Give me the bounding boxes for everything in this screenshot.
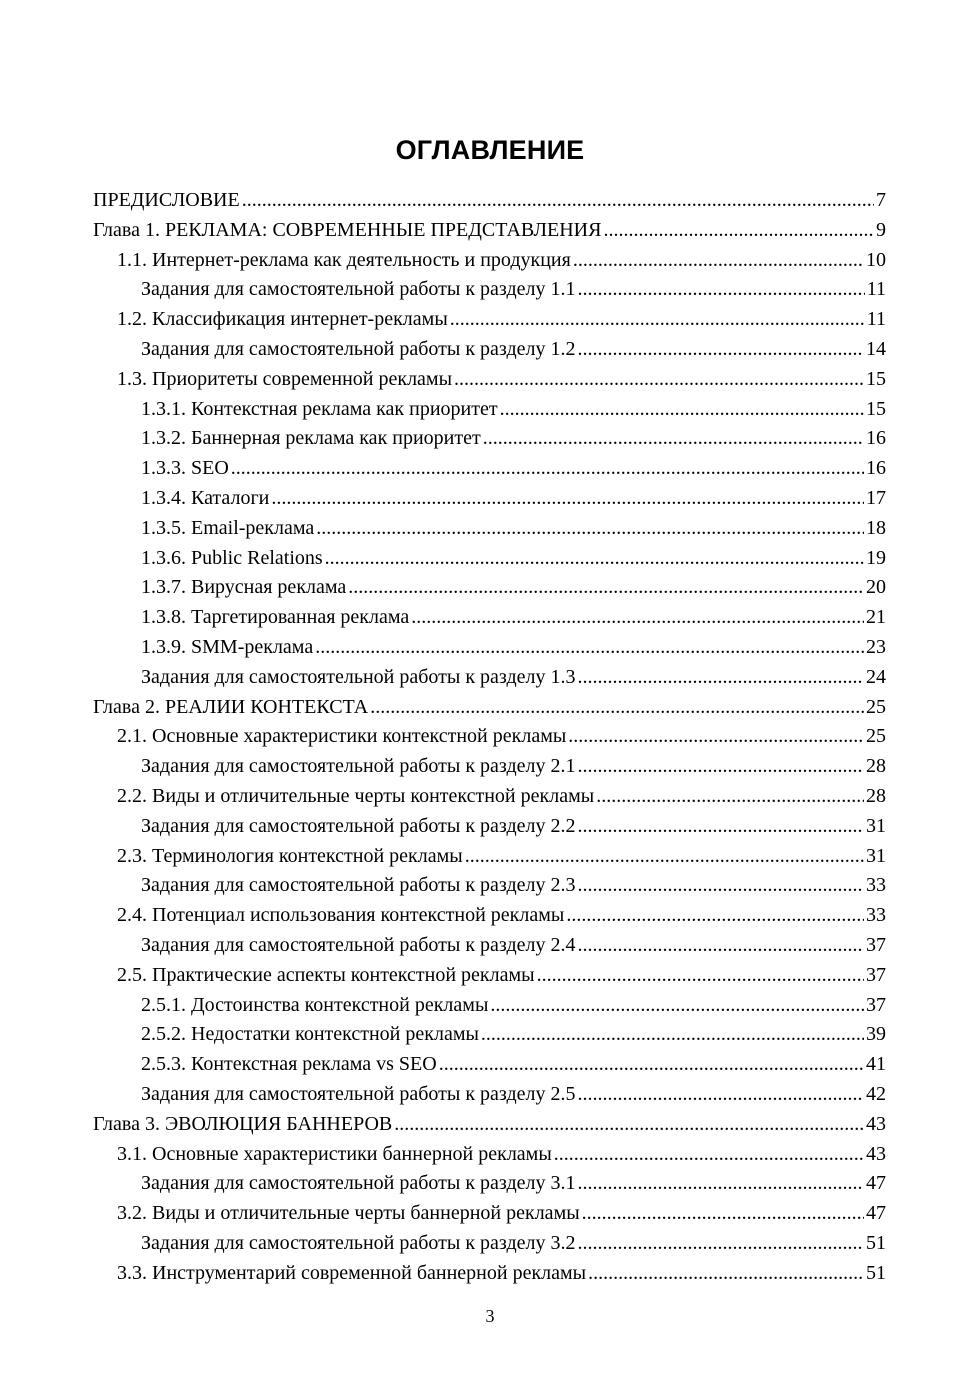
toc-entry-page: 19 [866,546,886,569]
toc-dot-leader [554,1140,864,1170]
toc-entry-label: Задания для самостоятельной работы к разделу 3.2 [141,1231,576,1254]
toc-dot-leader [439,1050,864,1080]
toc-entry-label: 2.1. Основные характеристики контекстной рекламы [117,725,567,748]
toc-entry [93,1020,886,1050]
toc-dot-leader [271,484,864,514]
toc-entry [93,1140,886,1170]
toc-entry-page: 15 [866,397,886,420]
toc-entry-page: 41 [866,1053,886,1076]
toc-entry-label: 2.2. Виды и отличительные черты контекстной рекламы [117,784,595,807]
toc-entry [93,246,886,276]
toc-entry-label: 2.5. Практические аспекты контекстной рекламы [117,963,535,986]
toc-entry [93,1229,886,1259]
toc-entry-page: 37 [866,993,886,1016]
toc-entry-page: 9 [876,218,886,241]
toc-dot-leader [578,663,865,693]
toc-entry-label: 1.3.8. Таргетированная реклама [141,606,410,629]
toc-entry-label: 1.3.4. Каталоги [141,486,270,509]
toc-entry-label: 1.3.5. Email-реклама [141,516,315,539]
toc-entry-label: 2.5.2. Недостатки контекстной рекламы [141,1023,479,1046]
toc-entry-label: Задания для самостоятельной работы к разделу 1.2 [141,337,576,360]
toc-entry-page: 24 [866,665,886,688]
toc-entry-label: 1.3.2. Баннерная реклама как приоритет [141,427,481,450]
toc-entry-page: 16 [866,427,886,450]
toc-dot-leader [578,931,865,961]
toc-entry-label: 3.3. Инструментарий современной баннерной рекламы [117,1261,587,1284]
toc-dot-leader [582,1199,864,1229]
toc-dot-leader [450,305,865,335]
toc-entry-page: 18 [866,516,886,539]
toc-entry-label: ПРЕДИСЛОВИЕ [93,189,240,211]
toc-entry [93,275,886,305]
toc-entry-label: 1.1. Интернет-реклама как деятельность и продукция [117,248,571,271]
toc-entry [93,305,886,335]
toc-dot-leader [411,603,864,633]
toc-entry-page: 43 [866,1142,886,1165]
toc-entry [93,1080,886,1110]
toc-entry [93,991,886,1021]
toc-entry-label: Задания для самостоятельной работы к разделу 2.3 [141,874,576,897]
toc-dot-leader [315,633,864,663]
toc-entry [93,424,886,454]
toc-dot-leader [578,1229,865,1259]
page-number: 3 [485,1306,495,1326]
toc-entry [93,573,886,603]
toc-entry-page: 28 [866,755,886,778]
toc-entry [93,633,886,663]
page-title: ОГЛАВЛЕНИЕ [395,135,585,165]
toc-entry [93,752,886,782]
toc-entry-page: 20 [866,576,886,599]
toc-entry-page: 51 [866,1261,886,1284]
toc-entry-page: 33 [866,874,886,897]
toc-entry [93,782,886,812]
toc-dot-leader [481,1020,864,1050]
toc-entry-label: Задания для самостоятельной работы к разделу 3.1 [141,1172,576,1195]
toc-entry-page: 47 [866,1172,886,1195]
toc-dot-leader [500,395,864,425]
toc-entry-page: 28 [866,784,886,807]
toc-entry-label: 2.5.3. Контекстная реклама vs SEO [141,1053,437,1076]
toc-dot-leader [242,186,874,216]
toc-entry-label: 1.3.3. SEO [141,457,229,480]
toc-entry-page: 11 [866,278,886,301]
toc-dot-leader [454,365,864,395]
toc-entry-label: 2.4. Потенциал использования контекстной рекламы [117,904,565,927]
toc-entry-page: 11 [866,308,886,331]
toc-entry-label: 2.5.1. Достоинства контекстной рекламы [141,993,489,1016]
toc-entry-page: 31 [866,814,886,837]
toc-entry-label: 3.2. Виды и отличительные черты баннерной рекламы [117,1202,580,1225]
toc-entry [93,1259,886,1289]
toc-entry-page: 7 [876,189,886,211]
toc-entry [93,812,886,842]
toc-dot-leader [316,514,864,544]
toc-entry-page: 47 [866,1202,886,1225]
toc-dot-leader [578,871,865,901]
toc-entry [93,663,886,693]
table-of-contents [93,186,886,1288]
toc-dot-leader [596,782,864,812]
toc-entry [93,722,886,752]
toc-dot-leader [578,335,865,365]
toc-entry-page: 42 [866,1082,886,1105]
toc-entry-page: 17 [866,486,886,509]
toc-dot-leader [588,1259,864,1289]
toc-dot-leader [578,1169,865,1199]
toc-entry [93,454,886,484]
toc-entry-page: 31 [866,844,886,867]
toc-dot-leader [348,573,864,603]
toc-dot-leader [537,961,864,991]
toc-entry-label: 2.3. Терминология контекстной рекламы [117,844,463,867]
toc-entry-label: Глава 1. РЕКЛАМА: СОВРЕМЕННЫЕ ПРЕДСТАВЛЕНИЯ [93,218,602,241]
toc-entry-label: Глава 2. РЕАЛИИ КОНТЕКСТА [93,695,369,718]
toc-entry-page: 37 [866,963,886,986]
toc-entry [93,1199,886,1229]
toc-entry-label: 1.3.9. SMM-реклама [141,635,314,658]
toc-entry [93,514,886,544]
toc-entry [93,216,886,246]
toc-dot-leader [566,901,864,931]
toc-entry-page: 43 [866,1112,886,1135]
toc-entry [93,931,886,961]
toc-entry-label: Задания для самостоятельной работы к разделу 2.2 [141,814,576,837]
toc-dot-leader [325,544,864,574]
toc-entry-label: Глава 3. ЭВОЛЮЦИЯ БАННЕРОВ [93,1112,393,1135]
toc-entry-page: 14 [866,337,886,360]
toc-entry [93,365,886,395]
toc-entry-label: Задания для самостоятельной работы к разделу 1.1 [141,278,576,301]
toc-entry-label: 1.3.6. Public Relations [141,546,323,569]
toc-dot-leader [370,693,864,723]
toc-entry-label: Задания для самостоятельной работы к разделу 2.4 [141,933,576,956]
toc-dot-leader [490,991,864,1021]
toc-dot-leader [578,812,865,842]
toc-entry-label: Задания для самостоятельной работы к разделу 2.1 [141,755,576,778]
toc-entry-label: 1.3. Приоритеты современной рекламы [117,367,453,390]
toc-entry [93,603,886,633]
toc-entry-page: 37 [866,933,886,956]
toc-entry-label: Задания для самостоятельной работы к разделу 2.5 [141,1082,576,1105]
toc-entry [93,901,886,931]
toc-entry-page: 23 [866,635,886,658]
toc-entry-page: 21 [866,606,886,629]
toc-entry-page: 51 [866,1231,886,1254]
toc-entry-page: 25 [866,695,886,718]
toc-entry-page: 16 [866,457,886,480]
toc-entry-label: 1.3.7. Вирусная реклама [141,576,347,599]
toc-entry [93,186,886,216]
toc-entry [93,1110,886,1140]
toc-entry [93,842,886,872]
toc-entry-page: 25 [866,725,886,748]
toc-entry [93,335,886,365]
toc-entry [93,395,886,425]
toc-entry [93,544,886,574]
toc-dot-leader [578,275,865,305]
toc-entry [93,1169,886,1199]
toc-entry [93,961,886,991]
toc-dot-leader [603,216,874,246]
toc-dot-leader [231,454,864,484]
toc-dot-leader [394,1110,864,1140]
toc-entry-page: 10 [866,248,886,271]
toc-dot-leader [483,424,864,454]
toc-entry-page: 39 [866,1023,886,1046]
toc-entry-page: 15 [866,367,886,390]
toc-entry-label: 1.2. Классификация интернет-рекламы [117,308,448,331]
toc-entry [93,871,886,901]
toc-dot-leader [465,842,864,872]
toc-dot-leader [573,246,864,276]
toc-dot-leader [578,1080,865,1110]
toc-entry-label: 3.1. Основные характеристики баннерной рекламы [117,1142,552,1165]
toc-dot-leader [568,722,864,752]
toc-entry-label: Задания для самостоятельной работы к разделу 1.3 [141,665,576,688]
toc-entry-page: 33 [866,904,886,927]
toc-dot-leader [578,752,865,782]
toc-entry [93,1050,886,1080]
toc-entry [93,693,886,723]
toc-entry-label: 1.3.1. Контекстная реклама как приоритет [141,397,498,420]
toc-entry [93,484,886,514]
